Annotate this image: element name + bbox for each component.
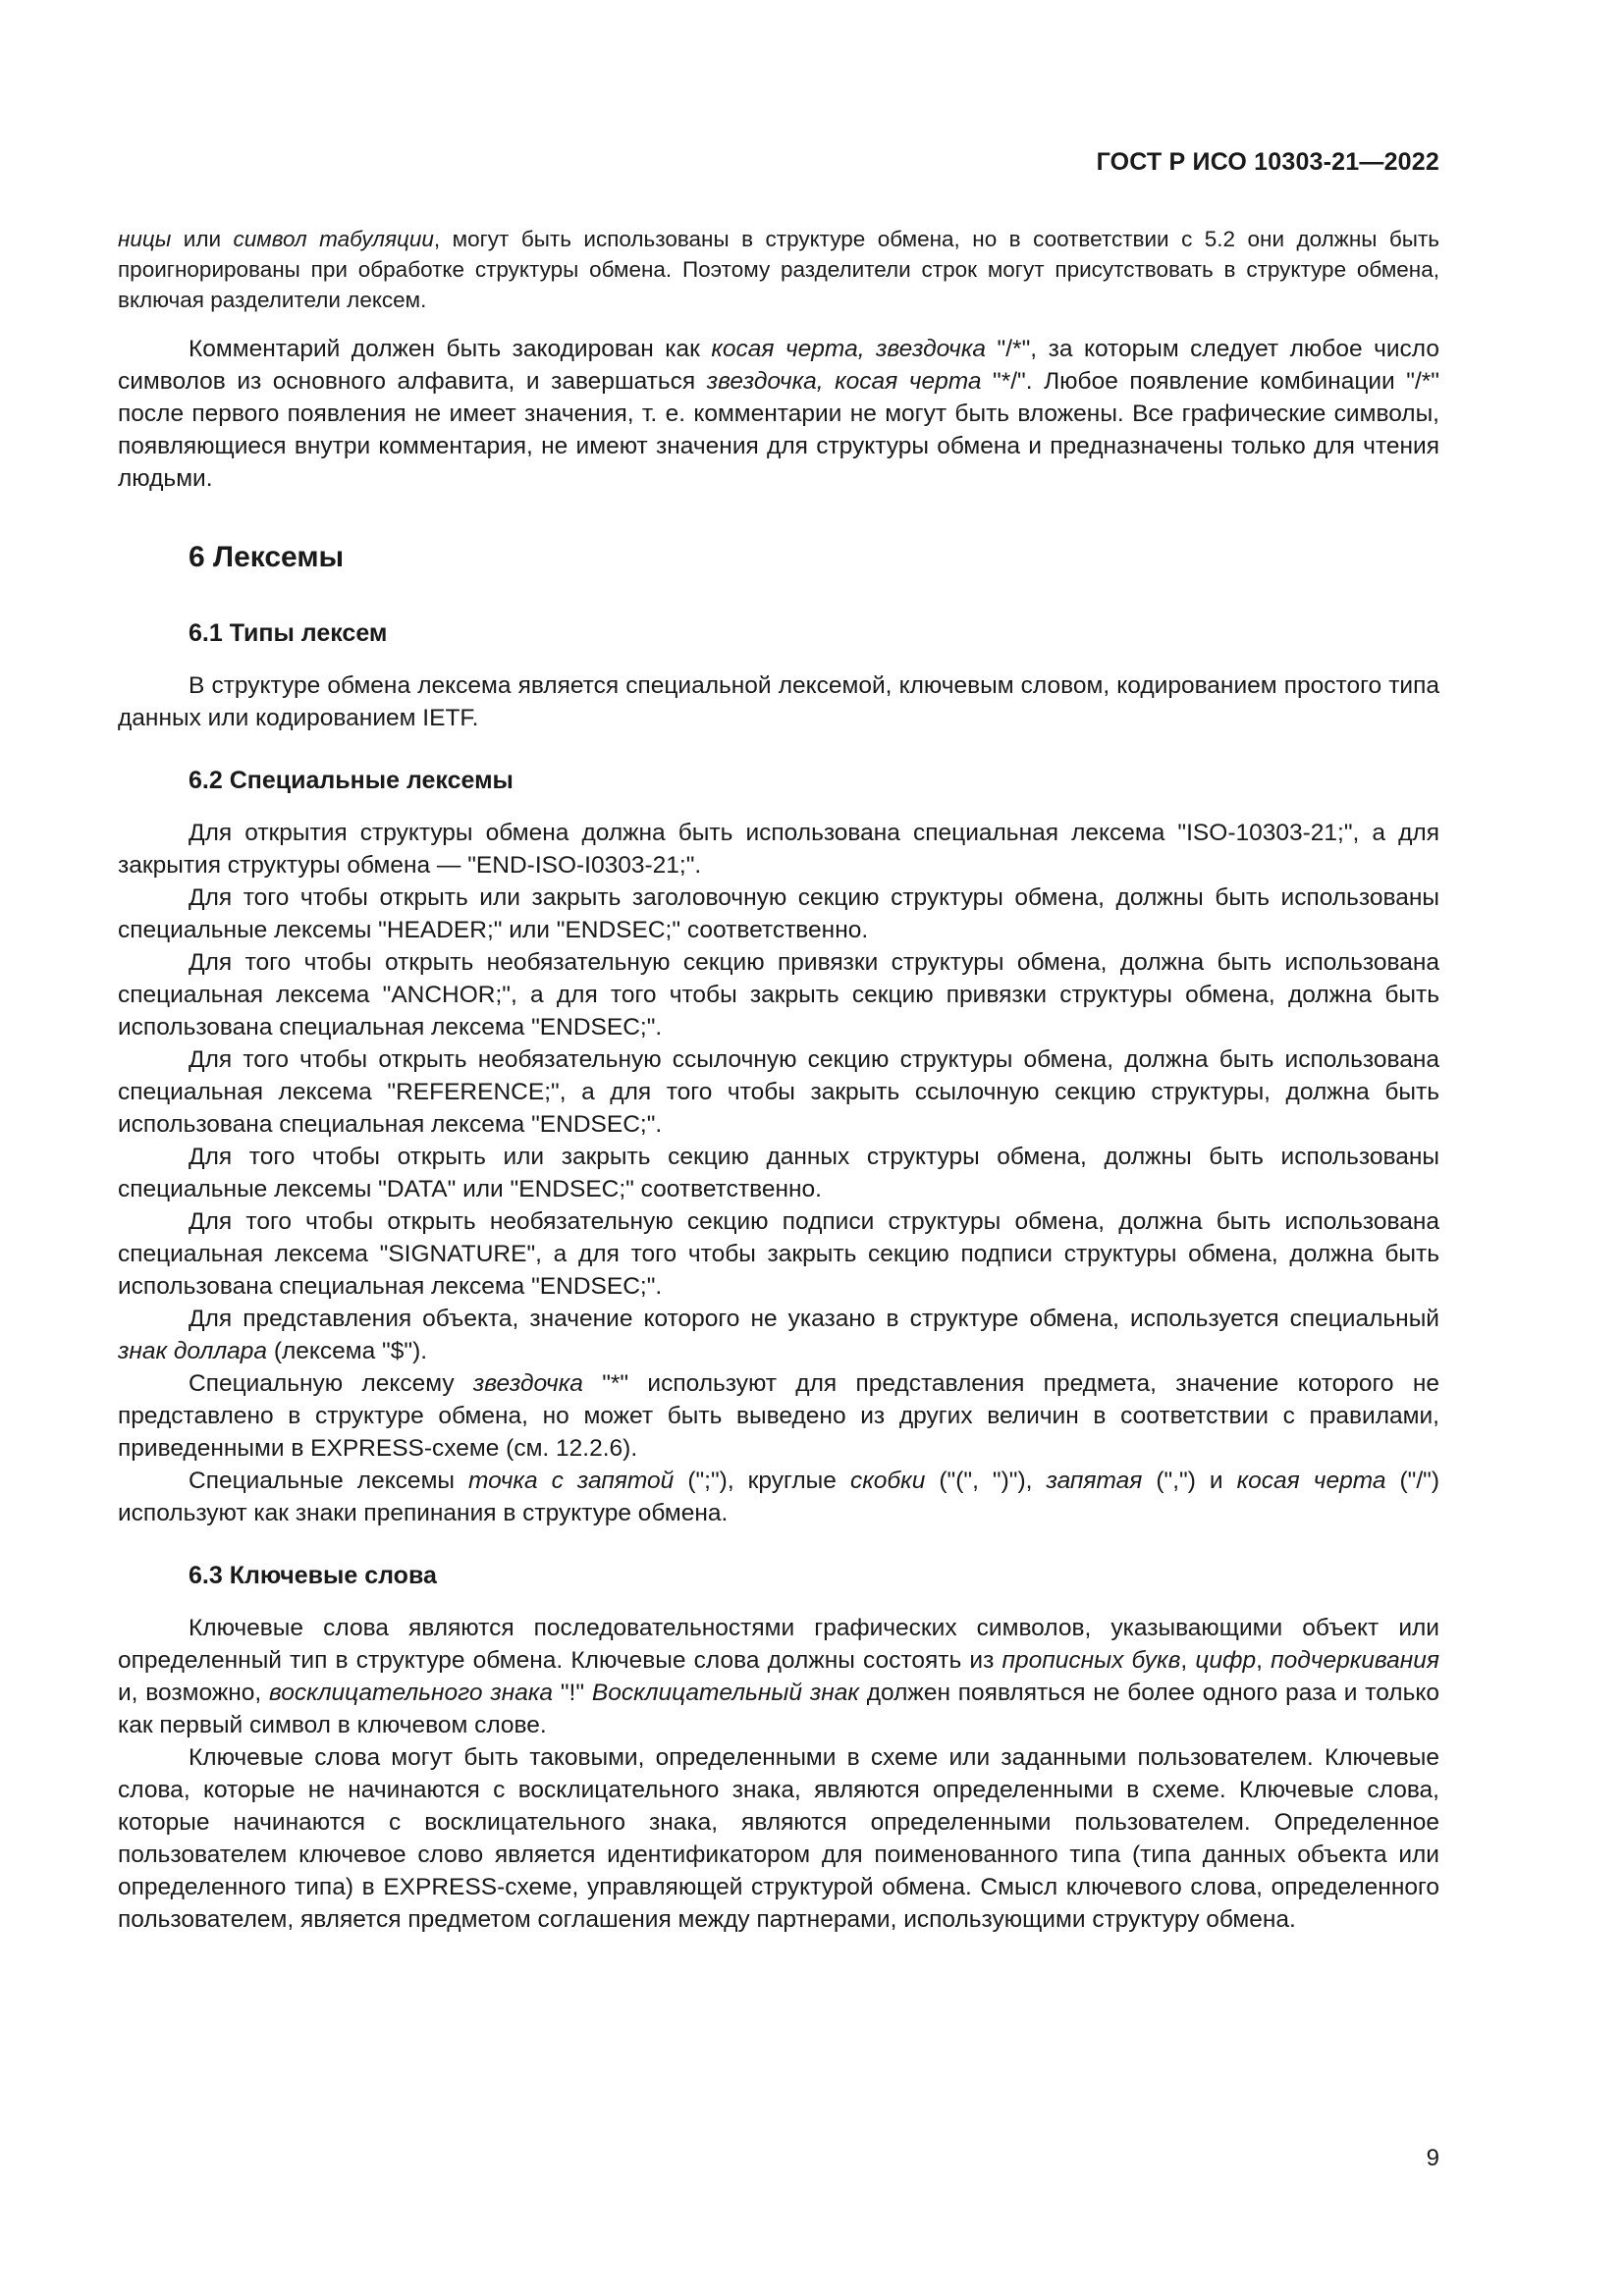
paragraph-token-types: В структуре обмена лексема является специальной лексемой, ключевым словом, кодированием простого типа данных или кодированием IETF. xyxy=(118,672,1439,731)
paragraph-special-2: Для того чтобы открыть или закрыть заголовочную секцию структуры обмена, должны быть использованы специальные лексемы "HEADER;" или "ENDSEC;" соответственно. xyxy=(118,884,1439,943)
paragraph-keywords-1: Ключевые слова являются последовательностями графических символов, указывающими объект или определенный тип в структуре обмена. Ключевые слова должны состоять из прописных букв, цифр, подчеркивания и, возможно, восклицательного знака "!" Восклицательный знак должен появляться не более одного раза и только как первый символ в ключевом слове. xyxy=(118,1615,1439,1738)
document-number-header: ГОСТ Р ИСО 10303-21—2022 xyxy=(1096,148,1439,176)
section-6-heading: 6 Лексемы xyxy=(189,541,345,573)
paragraph-comment-encoding: Комментарий должен быть закодирован как косая черта, звездочка "/*", за которым следует любое число символов из основного алфавита, и завершаться звездочка, косая черта "*/". Любое появление комбинации "/*" после первого появления не имеет значения, т. е. комментарии не могут быть вложены. Все графические символы, появляющиеся внутри комментария, не имеют значения для структуры обмена и предназначены только для чтения людьми. xyxy=(118,336,1439,492)
page-number: 9 xyxy=(1426,2145,1439,2171)
paragraph-special-7: Для представления объекта, значение которого не указано в структуре обмена, используется специальный знак доллара (лексема "$"). xyxy=(118,1306,1439,1364)
paragraph-continuation: ницы или символ табуляции, могут быть использованы в структуре обмена, но в соответствии с 5.2 они должны быть проигнорированы при обработке структуры обмена. Поэтому разделители строк могут присутствовать в структуре обмена, включая разделители лексем. xyxy=(118,227,1439,312)
section-6-3-heading: 6.3 Ключевые слова xyxy=(189,1562,437,1589)
paragraph-special-4: Для того чтобы открыть необязательную ссылочную секцию структуры обмена, должна быть использована специальная лексема "REFERENCE;", а для того чтобы закрыть ссылочную секцию структуры, должна быть использована специальная лексема "ENDSEC;". xyxy=(118,1046,1439,1138)
paragraph-special-3: Для того чтобы открыть необязательную секцию привязки структуры обмена, должна быть использована специальная лексема "ANCHOR;", а для того чтобы закрыть секцию привязки структуры обмена, должна быть использована специальная лексема "ENDSEC;". xyxy=(118,949,1439,1041)
page-content xyxy=(118,224,1439,1936)
section-6-2-heading: 6.2 Специальные лексемы xyxy=(189,767,514,794)
paragraph-special-8: Специальную лексему звездочка "*" используют для представления предмета, значение которого не представлено в структуре обмена, но может быть выведено из других величин в соответствии с правилами, приведенными в EXPRESS-схеме (см. 12.2.6). xyxy=(118,1370,1439,1462)
paragraph-special-9: Специальные лексемы точка с запятой (";"), круглые скобки ("(", ")"), запятая (",") и косая черта ("/") используют как знаки препинания в структуре обмена. xyxy=(118,1468,1440,1526)
paragraph-special-1: Для открытия структуры обмена должна быть использована специальная лексема "ISO-10303-21;", а для закрытия структуры обмена — "END-ISO-I0303-21;". xyxy=(118,820,1439,879)
paragraph-special-5: Для того чтобы открыть или закрыть секцию данных структуры обмена, должны быть использованы специальные лексемы "DATA" или "ENDSEC;" соответственно. xyxy=(118,1144,1439,1202)
paragraph-keywords-2: Ключевые слова могут быть таковыми, определенными в схеме или заданными пользователем. Ключевые слова, которые не начинаются с восклицательного знака, являются определенными в схеме. Ключевые слова, которые начинаются с восклицательного знака, являются определенными пользователем. Определенное пользователем ключевое слово является идентификатором для поименованного типа (типа данных объекта или определенного типа) в EXPRESS-схеме, управляющей структурой обмена. Смысл ключевого слова, определенного пользователем, является предметом соглашения между партнерами, использующими структуру обмена. xyxy=(118,1744,1439,1933)
paragraph-special-6: Для того чтобы открыть необязательную секцию подписи структуры обмена, должна быть использована специальная лексема "SIGNATURE", а для того чтобы закрыть секцию подписи структуры обмена, должна быть использована специальная лексема "ENDSEC;". xyxy=(118,1208,1439,1300)
section-6-1-heading: 6.1 Типы лексем xyxy=(189,619,388,647)
